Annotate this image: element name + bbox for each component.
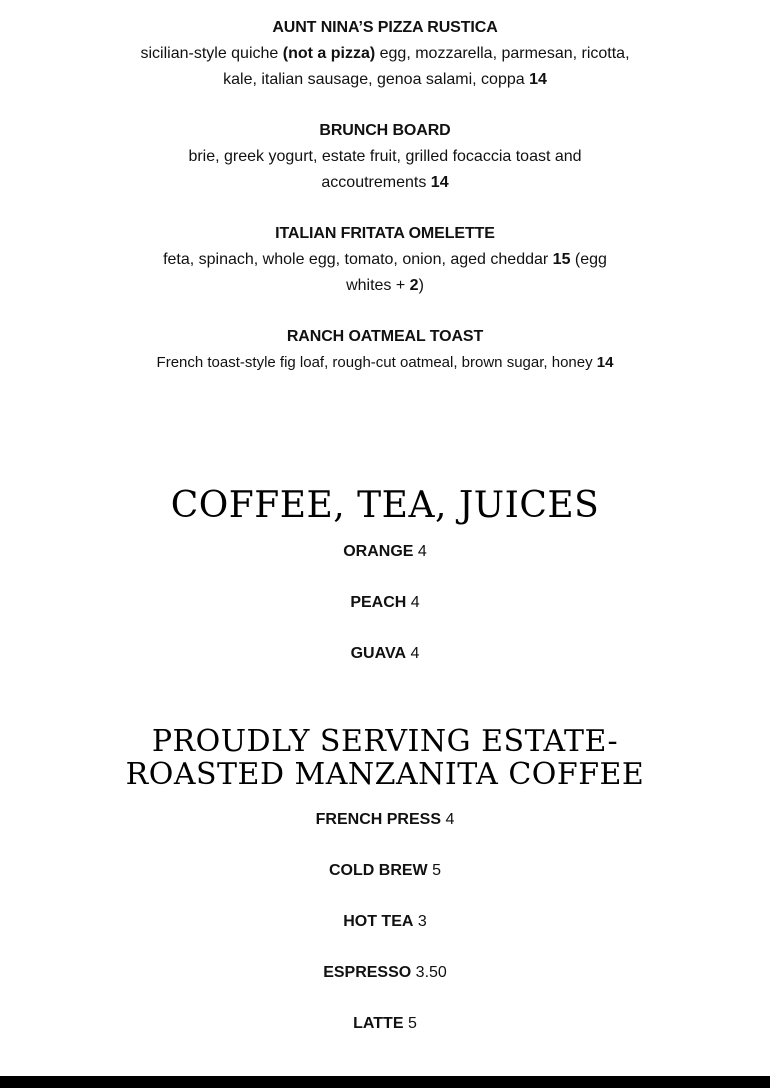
menu-item-description xyxy=(145,247,625,299)
drink-price: 4 xyxy=(410,645,420,662)
description-text: brie, greek yogurt, estate fruit, grilled focaccia toast and accoutrements xyxy=(188,148,582,191)
description-text: (egg whites + xyxy=(346,251,607,294)
menu-item-price: 14 xyxy=(596,354,614,371)
drink-item xyxy=(0,960,770,986)
drink-price: 5 xyxy=(407,1015,417,1032)
drink-item xyxy=(0,858,770,884)
menu-item-title: AUNT NINA’S PIZZA RUSTICA xyxy=(272,19,498,36)
section-title-line: PROUDLY SERVING ESTATE- xyxy=(151,724,619,759)
menu-item-pizza-rustica xyxy=(125,15,645,93)
drink-name: GUAVA xyxy=(350,645,407,662)
drink-price: 4 xyxy=(417,543,427,560)
section-title-line: ROASTED MANZANITA COFFEE xyxy=(125,757,645,792)
menu-item-fritata-omelette xyxy=(125,221,645,299)
section-title-coffee xyxy=(85,725,685,791)
drink-name: ESPRESSO xyxy=(323,964,412,981)
menu-item-oatmeal-toast xyxy=(105,324,665,376)
drink-price: 5 xyxy=(432,862,441,879)
drink-item xyxy=(0,590,770,616)
drink-price: 3 xyxy=(417,913,427,930)
drink-name: FRENCH PRESS xyxy=(315,811,441,828)
drink-name: PEACH xyxy=(350,594,407,611)
menu-item-description xyxy=(105,350,665,376)
drink-price: 3.50 xyxy=(415,964,447,981)
bottom-bar xyxy=(0,1076,770,1088)
menu-item-title: RANCH OATMEAL TOAST xyxy=(286,328,484,345)
menu-item-description xyxy=(170,144,600,196)
menu-item-extra-price: 2 xyxy=(409,277,419,294)
description-text: French toast-style fig loaf, rough-cut oatmeal, brown sugar, honey xyxy=(156,354,597,371)
drink-item xyxy=(0,539,770,565)
description-emphasis: (not a pizza) xyxy=(282,45,376,62)
juices-list xyxy=(0,539,770,667)
description-text: ) xyxy=(418,277,424,294)
drink-item xyxy=(0,909,770,935)
description-text: egg, mozzarella, parmesan, ricotta, kale, italian sausage, genoa salami, coppa xyxy=(223,45,630,88)
description-text: feta, spinach, whole egg, tomato, onion, aged cheddar xyxy=(163,251,553,268)
menu-item-title: ITALIAN FRITATA OMELETTE xyxy=(275,225,495,242)
menu-item-title: BRUNCH BOARD xyxy=(319,122,451,139)
section-title-juices: COFFEE, TEA, JUICES xyxy=(170,485,600,526)
coffee-list xyxy=(0,807,770,1037)
drink-name: LATTE xyxy=(353,1015,404,1032)
description-text: sicilian-style quiche xyxy=(140,45,283,62)
drink-price: 4 xyxy=(410,594,420,611)
drink-name: ORANGE xyxy=(343,543,414,560)
drink-name: COLD BREW xyxy=(328,862,428,879)
drink-price: 4 xyxy=(445,811,455,828)
drink-name: HOT TEA xyxy=(343,913,414,930)
menu-item-description xyxy=(125,41,645,93)
drink-item xyxy=(0,1011,770,1037)
drink-item xyxy=(0,807,770,833)
menu-item-price: 14 xyxy=(430,174,449,191)
drink-item xyxy=(0,641,770,667)
menu-item-price: 14 xyxy=(529,71,547,88)
menu-item-price: 15 xyxy=(552,251,571,268)
menu-item-brunch-board xyxy=(125,118,645,196)
